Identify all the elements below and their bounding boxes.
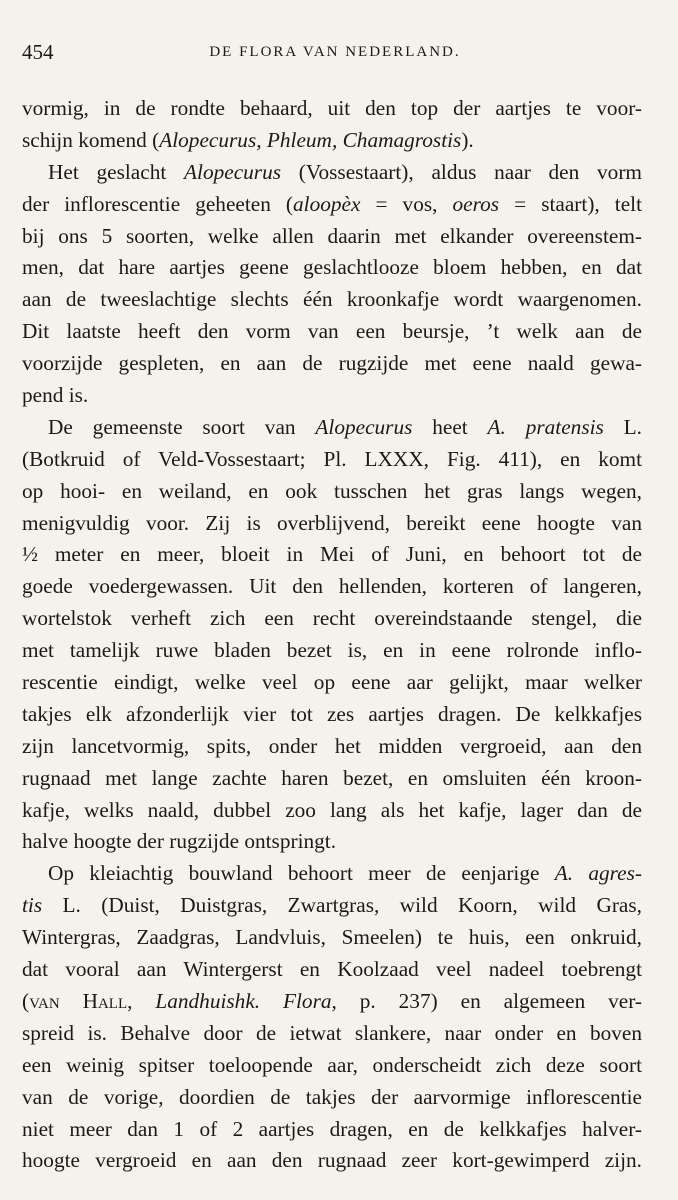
text-line [22, 1082, 642, 1114]
text-segment: spreid is. Behalve door de ietwat slankere, naar onder en boven [22, 1020, 642, 1045]
text-segment: De gemeenste soort van [48, 414, 316, 439]
text-segment: Op kleiachtig bouwland behoort meer de eenjarige [48, 861, 555, 886]
italic-text: Alopecurus, Phleum, Chamagrostis [159, 127, 462, 152]
text-line [22, 763, 642, 795]
text-line [22, 667, 642, 699]
text-line [22, 348, 642, 380]
text-segment: met tamelijk ruwe bladen bezet is, en in eene rolronde inflo- [22, 638, 642, 663]
text-segment: Wintergras, Zaadgras, Landvluis, Smeelen) te huis, een onkruid, [22, 925, 642, 950]
text-line [22, 444, 642, 476]
text-line [22, 890, 642, 922]
text-segment: halve hoogte der rugzijde ontspringt. [22, 829, 337, 854]
text-line [22, 93, 642, 125]
italic-text: Landhuishk. Flora [155, 988, 332, 1013]
text-line [22, 221, 642, 253]
text-segment: dat vooral aan Wintergerst en Koolzaad veel nadeel toebrengt [22, 957, 642, 982]
text-line [22, 1145, 642, 1177]
text-segment: L. [603, 414, 642, 439]
text-segment: Het geslacht [48, 159, 185, 184]
text-line [22, 412, 642, 444]
text-line [22, 508, 642, 540]
text-line [22, 125, 642, 157]
text-line [22, 571, 642, 603]
text-segment: schijn komend ( [22, 127, 160, 152]
text-segment: een weinig spitser toeloopende aar, onderscheidt zich deze soort [22, 1052, 642, 1077]
body-text [22, 93, 642, 1177]
text-line [22, 954, 642, 986]
text-segment: ½ meter en meer, bloeit in Mei of Juni, en behoort tot de [22, 542, 642, 567]
small-caps-text: van Hall [29, 988, 128, 1013]
text-line [22, 1018, 642, 1050]
text-segment: bij ons 5 soorten, welke allen daarin met elkander overeenstem- [22, 223, 642, 248]
italic-text: oeros [452, 191, 500, 216]
italic-text: tis [22, 893, 43, 918]
text-line [22, 157, 642, 189]
italic-text: aloopèx [293, 191, 361, 216]
text-line [22, 252, 642, 284]
text-segment: op hooi- en weiland, en ook tusschen het gras langs wegen, [22, 478, 642, 503]
text-segment: L. (Duist, Duistgras, Zwartgras, wild Koorn, wild Gras, [42, 893, 642, 918]
text-segment: wortelstok verheft zich een recht overeindstaande stengel, die [22, 606, 642, 631]
text-segment: pend is. [22, 383, 89, 408]
text-segment: van de vorige, doordien de takjes der aarvormige inflorescentie [22, 1084, 642, 1109]
text-segment: , [127, 988, 156, 1013]
text-segment: Dit laatste heeft den vorm van een beursje, ’t welk aan de [22, 319, 642, 344]
text-segment: (Vossestaart), aldus naar den vorm [281, 159, 642, 184]
italic-text: A. pratensis [487, 414, 604, 439]
page-header [22, 40, 648, 70]
text-segment: , p. 237) en algemeen ver- [331, 988, 642, 1013]
text-segment: voorzijde gespleten, en aan de rugzijde met eene naald gewa- [22, 351, 642, 376]
text-line [22, 795, 642, 827]
text-line [22, 316, 642, 348]
text-segment: = vos, [360, 191, 453, 216]
text-segment: menigvuldig voor. Zij is overblijvend, bereikt eene hoogte van [22, 510, 642, 535]
text-segment: zijn lancetvormig, spits, onder het midden vergroeid, aan den [22, 733, 642, 758]
text-segment: ( [22, 988, 30, 1013]
text-line [22, 986, 642, 1018]
text-line [22, 635, 642, 667]
text-segment: hoogte vergroeid en aan den rugnaad zeer kort-gewimperd zijn. [22, 1148, 642, 1173]
text-segment: goede voedergewassen. Uit den hellenden, korteren of langeren, [22, 574, 642, 599]
italic-text: Alopecurus [184, 159, 282, 184]
text-line [22, 476, 642, 508]
text-segment: der inflorescentie geheeten ( [22, 191, 294, 216]
running-title: DE FLORA VAN NEDERLAND. [209, 44, 461, 60]
text-segment: kafje, welks naald, dubbel zoo lang als het kafje, lager dan de [22, 797, 642, 822]
text-line [22, 699, 642, 731]
text-line [22, 189, 642, 221]
text-line [22, 731, 642, 763]
text-segment: men, dat hare aartjes geene geslachtlooze bloem hebben, en dat [22, 255, 642, 280]
italic-text: A. agres- [554, 861, 642, 886]
text-segment: heet [412, 414, 488, 439]
text-line [22, 284, 642, 316]
text-segment: (Botkruid of Veld-Vossestaart; Pl. LXXX, Fig. 411), en komt [22, 446, 642, 471]
text-segment: aan de tweeslachtige slechts één kroonkafje wordt waargenomen. [22, 287, 642, 312]
text-line [22, 826, 642, 858]
page-number: 454 [22, 40, 54, 64]
text-segment: ). [461, 127, 474, 152]
text-segment: niet meer dan 1 of 2 aartjes dragen, en de kelkkafjes halver- [22, 1116, 642, 1141]
text-segment: takjes elk afzonderlijk vier tot zes aartjes dragen. De kelkkafjes [22, 701, 642, 726]
text-line [22, 539, 642, 571]
text-segment: vormig, in de rondte behaard, uit den top der aartjes te voor- [22, 96, 642, 120]
text-segment: rescentie eindigt, welke veel op eene aar gelijkt, maar welker [22, 670, 642, 695]
text-line [22, 380, 642, 412]
italic-text: Alopecurus [315, 414, 413, 439]
text-segment: = staart), telt [499, 191, 642, 216]
text-line [22, 603, 642, 635]
text-line [22, 858, 642, 890]
text-line [22, 922, 642, 954]
text-line [22, 1114, 642, 1146]
text-segment: rugnaad met lange zachte haren bezet, en omsluiten één kroon- [22, 765, 642, 790]
text-line [22, 1050, 642, 1082]
